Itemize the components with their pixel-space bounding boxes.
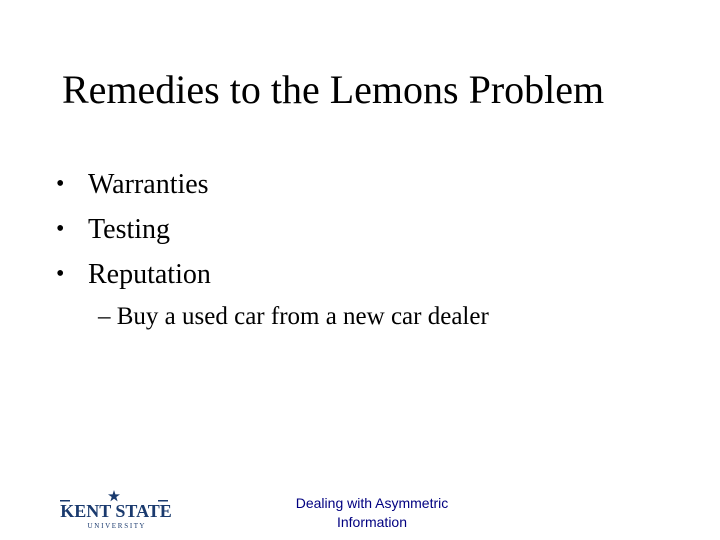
bullet-marker: • [56,261,65,287]
bullet-marker: • [56,216,65,242]
footer-line1: Dealing with Asymmetric [295,495,449,511]
bullet-list [56,162,211,297]
bullet-item [56,252,211,297]
logo-line2: U N I V E R S I T Y [87,522,145,530]
bullet-item [56,162,211,207]
sub-bullet-item [98,297,489,337]
kent-state-logo [52,490,182,532]
bullet-item [56,207,211,252]
slide-footer [262,494,482,532]
bullet-text: Testing [88,214,171,245]
sub-bullet-marker: – [98,303,111,330]
bullet-text: Reputation [88,259,211,290]
footer-line2: Information [336,514,408,530]
kent-state-star-icon [52,490,182,532]
bullet-text: Warranties [88,169,209,200]
logo-line1: KENT STATE [60,501,172,521]
sub-bullet-text: Buy a used car from a new car dealer [116,303,489,330]
bullet-marker: • [56,171,65,197]
slide-title: Remedies to the Lemons Problem [62,67,605,112]
